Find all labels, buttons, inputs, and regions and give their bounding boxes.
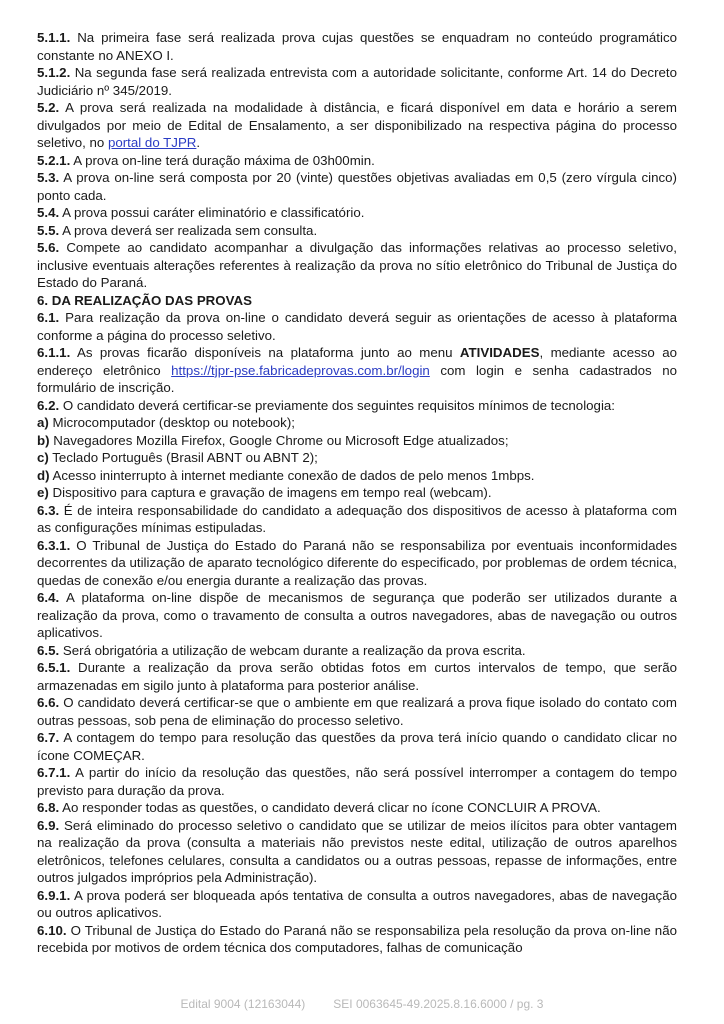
bold-text: 5.1.1.: [37, 30, 71, 45]
bold-text: a): [37, 415, 49, 430]
body-text: A prova on-line terá duração máxima de 03h00min.: [70, 152, 375, 168]
body-text: Será eliminado do processo seletivo o candidato que se utilizar de meios ilícitos para obter vantagem na realização da prova (consulta a materiais não previstos neste edital, utilização de outros aparelhos eletrônicos, telefones celulares, consulta a candidatos ou a outras pessoas, repasse de informações, entre outros julgados impróprios pela Administração).: [37, 817, 677, 885]
body-text: com login e senha cadastrados no formulário de inscrição.: [37, 362, 677, 395]
clause-6-2: [37, 397, 677, 415]
item-e: [37, 484, 677, 502]
bold-text: 6. DA REALIZAÇÃO DAS PROVAS: [37, 292, 252, 308]
bold-text: 5.2.: [37, 100, 60, 115]
clause-5-2: [37, 99, 677, 152]
body-text: , mediante acesso ao endereço eletrônico: [37, 345, 677, 378]
bold-text: 6.3.: [37, 502, 60, 518]
body-text: O candidato deverá certificar-se que o ambiente em que realizará a prova fique isolado do contato com outras pessoas, sob pena de eliminação do processo seletivo.: [37, 695, 677, 728]
body-text: Para realização da prova on-line o candidato deverá seguir as orientações de acesso à plataforma conforme a página do processo seletivo.: [37, 310, 677, 343]
footer-edital-ref: Edital 9004 (12163044): [180, 997, 306, 1011]
bold-text: 6.8.: [37, 800, 60, 815]
body-text: Dispositivo para captura e gravação de imagens em tempo real (webcam).: [48, 485, 492, 500]
item-b: [37, 432, 677, 450]
bold-text: 6.5.: [37, 642, 60, 658]
bold-text: 5.3.: [37, 170, 60, 185]
item-d: [37, 467, 677, 485]
item-a: [37, 414, 677, 432]
clause-5-4: [37, 204, 677, 222]
body-text: Teclado Português (Brasil ABNT ou ABNT 2);: [48, 450, 318, 465]
body-text: É de inteira responsabilidade do candidato a adequação dos dispositivos de acesso à plataforma com as configurações mínimas estipuladas.: [37, 502, 677, 535]
bold-text: 6.9.: [37, 817, 60, 833]
footer-sei-ref: SEI 0063645-49.2025.8.16.6000 / pg. 3: [333, 997, 544, 1011]
bold-text: d): [37, 467, 50, 483]
bold-text: 6.4.: [37, 590, 60, 605]
body-text: Será obrigatória a utilização de webcam durante a realização da prova escrita.: [59, 642, 526, 658]
body-text: A prova poderá ser bloqueada após tentativa de consulta a outros navegadores, abas de navegação ou outros aplicativos.: [37, 887, 677, 920]
body-text: As provas ficarão disponíveis na plataforma junto ao menu: [70, 345, 460, 360]
body-text: A plataforma on-line dispõe de mecanismos de segurança que poderão ser utilizados durante a realização da prova, como o travamento de consulta a outros navegadores, abas de navegação ou outros aplicativos.: [37, 590, 677, 640]
body-text: A prova deverá ser realizada sem consulta.: [59, 222, 318, 238]
body-text: Na primeira fase será realizada prova cujas questões se enquadram no conteúdo programático constante no ANEXO I.: [37, 30, 677, 63]
bold-text: 6.7.: [37, 730, 60, 745]
bold-text: c): [37, 450, 49, 465]
body-text: Microcomputador (desktop ou notebook);: [48, 415, 295, 430]
clause-6-1-1: [37, 344, 677, 397]
bold-text: 5.1.2.: [37, 65, 71, 80]
bold-text: 5.5.: [37, 222, 60, 238]
bold-text: 6.5.1.: [37, 660, 71, 675]
clause-6-8: [37, 799, 677, 817]
body-text: A partir do início da resolução das questões, não será possível interromper a contagem do tempo previsto para duração da prova.: [37, 765, 677, 798]
bold-text: 6.7.1.: [37, 765, 71, 780]
clause-5-5: [37, 222, 677, 240]
body-text: O Tribunal de Justiça do Estado do Paraná não se responsabiliza pela resolução da prova on-line não recebida por motivos de ordem técnica dos computadores, falhas de comunicação: [37, 922, 677, 955]
body-text: Na segunda fase será realizada entrevista com a autoridade solicitante, conforme Art. 14 do Decreto Judiciário nº 345/2019.: [37, 65, 677, 98]
bold-text: 6.9.1.: [37, 887, 71, 903]
body-text: A prova on-line será composta por 20 (vinte) questões objetivas avaliadas em 0,5 (zero vírgula cinco) ponto cada.: [37, 170, 677, 203]
clause-6-5-1: [37, 659, 677, 694]
clause-6-6: [37, 694, 677, 729]
clause-5-1-2: [37, 64, 677, 99]
body-text: Ao responder todas as questões, o candidato deverá clicar no ícone CONCLUIR A PROVA.: [59, 800, 601, 815]
bold-text: 6.10.: [37, 922, 67, 938]
bold-text: 6.2.: [37, 397, 60, 413]
bold-text: 6.1.: [37, 310, 60, 325]
bold-text: 5.2.1.: [37, 152, 71, 168]
body-text: Acesso ininterrupto à internet mediante conexão de dados de pelo menos 1mbps.: [49, 467, 535, 483]
item-c: [37, 449, 677, 467]
bold-text: 5.6.: [37, 240, 60, 255]
clause-6-9-1: [37, 887, 677, 922]
body-text: .: [196, 135, 201, 150]
clause-6-9: [37, 817, 677, 887]
bold-text: 6.3.1.: [37, 537, 71, 553]
section-6-heading: [37, 292, 677, 310]
clause-5-2-1: [37, 152, 677, 170]
bold-text: 6.1.1.: [37, 345, 71, 360]
clause-6-7: [37, 729, 677, 764]
bold-text: 5.4.: [37, 205, 60, 220]
clause-6-10: [37, 922, 677, 957]
body-text: O candidato deverá certificar-se previamente dos seguintes requisitos mínimos de tecnologia:: [59, 397, 615, 413]
bold-text: 6.6.: [37, 695, 60, 710]
clause-6-1-1-link[interactable]: https://tjpr-pse.fabricadeprovas.com.br/login: [171, 362, 430, 378]
body-text: O Tribunal de Justiça do Estado do Paraná não se responsabiliza por eventuais inconformidades decorrentes da utilização de aparato tecnológico diferente do especificado, por problemas de ordem técnica, quedas de conexão e/ou energia durante a realização das provas.: [37, 537, 677, 588]
clause-6-3-1: [37, 537, 677, 590]
body-text: A contagem do tempo para resolução das questões da prova terá início quando o candidato clicar no ícone COMEÇAR.: [37, 730, 677, 763]
page-footer: [0, 997, 724, 1011]
clause-6-3: [37, 502, 677, 537]
bold-text: ATIVIDADES: [459, 345, 540, 360]
document-body: [37, 29, 677, 957]
clause-5-1-1: [37, 29, 677, 64]
body-text: A prova possui caráter eliminatório e classificatório.: [59, 205, 365, 220]
clause-5-2-link[interactable]: portal do TJPR: [107, 135, 197, 150]
body-text: A prova será realizada na modalidade à distância, e ficará disponível em data e horário a serem divulgados por meio de Edital de Ensalamento, a ser disponibilizado na respectiva página do processo seletivo, no: [37, 100, 677, 150]
clause-5-3: [37, 169, 677, 204]
bold-text: b): [37, 432, 50, 448]
body-text: Navegadores Mozilla Firefox, Google Chrome ou Microsoft Edge atualizados;: [49, 432, 509, 448]
body-text: Compete ao candidato acompanhar a divulgação das informações relativas ao processo seletivo, inclusive eventuais alterações referentes à realização da prova no sítio eletrônico do Tribunal de Justiça do Estado do Paraná.: [37, 240, 677, 290]
clause-6-7-1: [37, 764, 677, 799]
clause-5-6: [37, 239, 677, 292]
body-text: Durante a realização da prova serão obtidas fotos em curtos intervalos de tempo, que serão armazenadas em sigilo junto à plataforma para posterior análise.: [37, 660, 677, 693]
clause-6-4: [37, 589, 677, 642]
clause-6-1: [37, 309, 677, 344]
bold-text: e): [37, 485, 49, 500]
clause-6-5: [37, 642, 677, 660]
